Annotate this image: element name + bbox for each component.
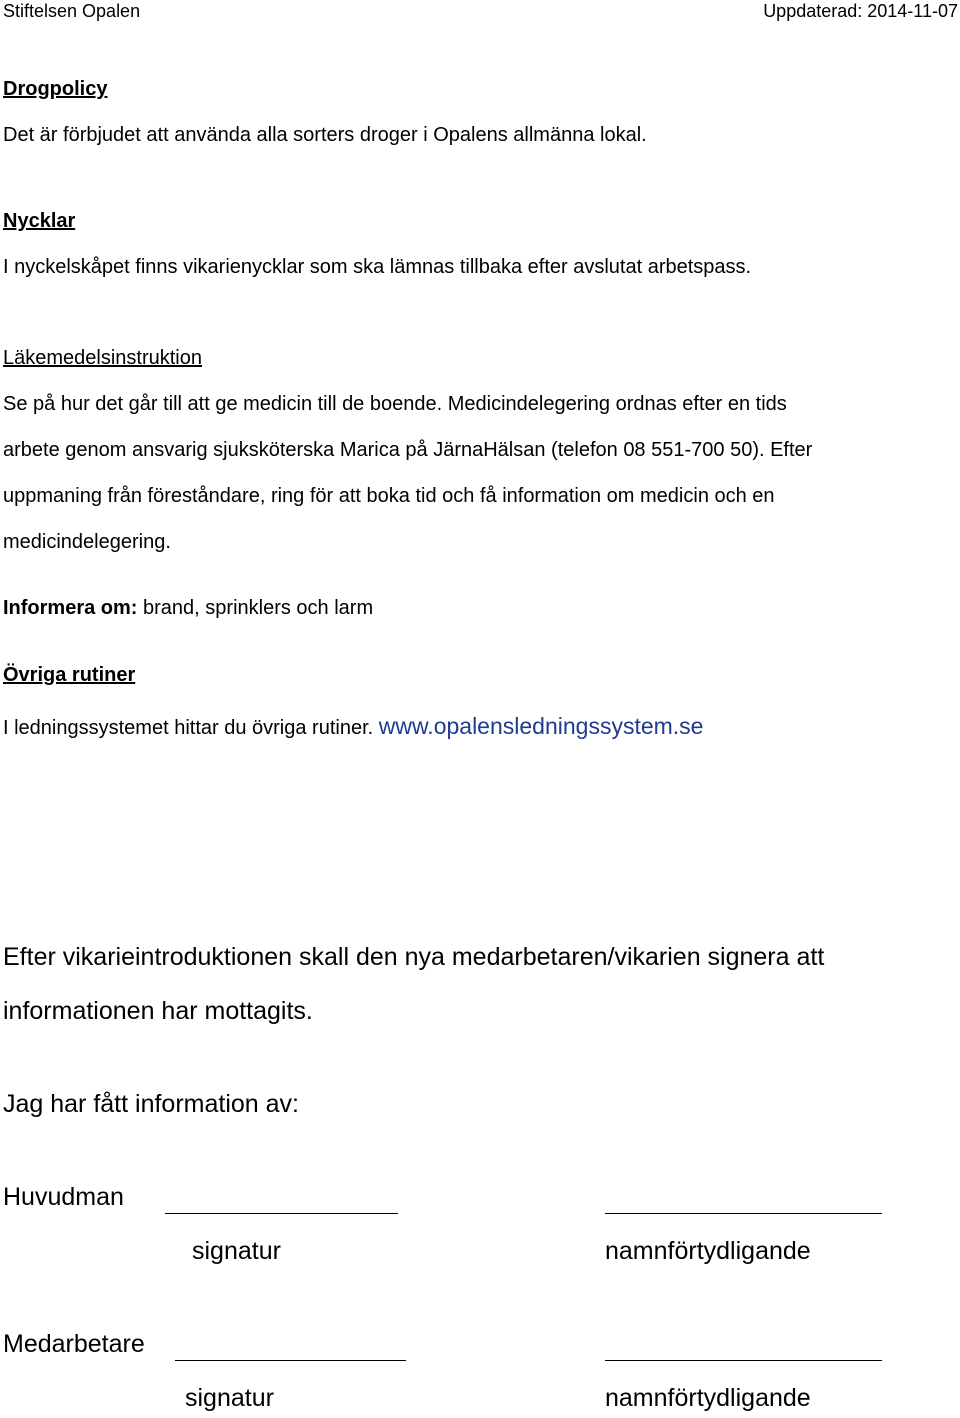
keys-text: I nyckelskåpet finns vikarienycklar som ska lämnas tillbaka efter avslutat arbetspass. [3,256,752,278]
principal-signature-caption: signatur [192,1237,281,1265]
employee-name-line[interactable] [605,1360,882,1361]
keys-heading: Nycklar [3,210,76,232]
medication-line-4: medicindelegering. [3,531,171,553]
drug-policy-heading: Drogpolicy [3,78,108,100]
signing-intro-line-2: informationen har mottagits. [3,997,313,1025]
other-routines-heading: Övriga rutiner [3,664,136,686]
employee-signature-caption: signatur [185,1384,274,1412]
inform-about-text: brand, sprinklers och larm [137,597,374,619]
principal-name-caption: namnförtydligande [605,1237,811,1265]
employee-name-caption: namnförtydligande [605,1384,811,1412]
principal-label: Huvudman [3,1183,124,1211]
medication-line-2: arbete genom ansvarig sjuksköterska Marica på JärnaHälsan (telefon 08 551-700 50). Efter [3,439,813,461]
other-routines-line [3,713,703,740]
other-routines-text: I ledningssystemet hittar du övriga rutiner. [3,717,379,739]
signing-intro-line-1: Efter vikarieintroduktionen skall den nya medarbetaren/vikarien signera att [3,943,825,971]
management-system-link[interactable]: www.opalensledningssystem.se [378,713,704,739]
principal-name-line[interactable] [605,1213,882,1214]
principal-signature-line[interactable] [165,1213,398,1214]
medication-line-3: uppmaning från föreståndare, ring för att boka tid och få information om medicin och en [3,485,775,507]
employee-label: Medarbetare [3,1330,145,1358]
received-information-from: Jag har fått information av: [3,1090,299,1118]
header-organization: Stiftelsen Opalen [3,1,141,21]
header-updated-date: Uppdaterad: 2014-11-07 [763,1,958,21]
employee-signature-line[interactable] [175,1360,406,1361]
drug-policy-text: Det är förbjudet att använda alla sorters droger i Opalens allmänna lokal. [3,124,647,146]
medication-heading: Läkemedelsinstruktion [3,347,202,369]
inform-about-line [3,597,373,620]
inform-about-label: Informera om: [3,597,138,619]
medication-line-1: Se på hur det går till att ge medicin till de boende. Medicindelegering ordnas efter en tids [3,393,787,415]
